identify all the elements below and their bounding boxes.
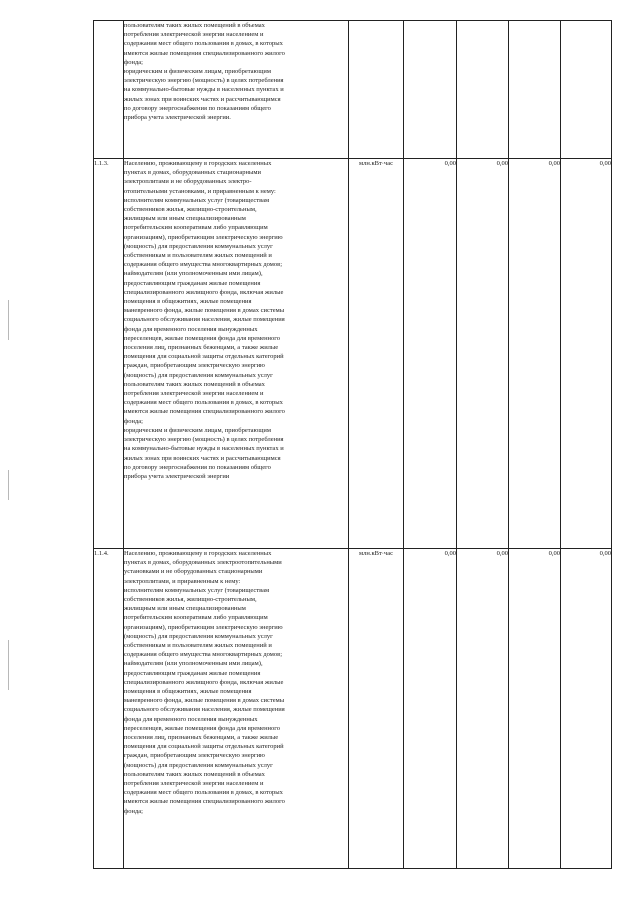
description-line: имеются жилые помещения специализированного жилого [124,798,285,806]
description-line: собственников жилья, жилищно-строительным, [124,206,257,214]
description-line: предоставляющим гражданам жилые помещения [124,669,261,677]
description-line: специализированного жилищного фонда, включая жилые [124,288,284,296]
scan-margin-mark [8,300,9,340]
description-line: помещения в общежитиях, жилые помещения [124,298,252,306]
row-description [124,549,349,869]
description-line: социального обслуживания населения, жилые помещения [124,316,285,324]
description-line: пунктах в домах, оборудованных стационарными [124,169,261,177]
description-line: прибора учета электрической энергии. [124,114,231,122]
description-line: социального обслуживания населения, жилые помещения [124,706,285,714]
scan-margin-mark [8,470,9,500]
description-line: пользователям таких жилых помещений в объемах [124,22,265,29]
description-line: предоставляющим гражданам жилые помещения [124,279,261,287]
description-line: юридическим и физическим лицам, приобретающим [124,426,271,434]
description-line: электрическую энергию (мощность) в целях потребления [124,77,284,85]
row-number: 1.1.3. [94,159,124,549]
description-line: содержания мест общего пользования в домах, в которых [124,399,283,407]
description-line: поселения лиц, признанных беженцами, а также жилые [124,344,279,352]
description-line: установками и не оборудованных стационарными [124,568,263,576]
row-unit: млн.кВт·час [349,549,404,869]
description-line: жилых зонах при воинских частях и рассчитывающимся [124,95,281,103]
row-value: 0,00 [561,549,612,869]
row-value [404,21,457,159]
row-value: 0,00 [561,159,612,549]
description-line: (мощность) для предоставления коммунальных услуг [124,761,273,769]
description-line: граждан, приобретающим электрическую энергию [124,362,265,370]
row-value [509,21,561,159]
description-line: собственникам и пользователям жилых помещений и [124,252,272,260]
row-value: 0,00 [457,159,509,549]
description-line: на коммунально-бытовые нужды в населенных пунктах и [124,445,284,453]
description-line: пользователям таких жилых помещений в объемах [124,770,265,778]
row-value: 0,00 [509,549,561,869]
description-line: собственникам и пользователям жилых помещений и [124,642,272,650]
description-line: по договору энергоснабжения по показаниям общего [124,463,271,471]
description-line: фонда для временного поселения вынужденных [124,325,258,333]
row-value [561,21,612,159]
description-line: юридическим и физическим лицам, приобретающим [124,68,271,76]
description-line: электроплитами, и приравненным к нему: [124,577,241,585]
row-unit: млн.кВт·час [349,159,404,549]
description-line: содержания общего имущества многоквартирных домов; [124,651,283,659]
description-line: собственников жилья, жилищно-строительным, [124,596,257,604]
description-line: организациям), приобретающим электрическую энергию [124,623,283,631]
description-line: переселенцев, жилые помещения фонда для временного [124,724,281,732]
description-line: (мощность) для предоставления коммунальных услуг [124,242,273,250]
description-line: по договору энергоснабжения по показаниям общего [124,104,271,112]
description-line: помещения для социальной защиты отдельных категорий [124,743,284,751]
description-line: электроплитами и не оборудованных электро- [124,178,252,186]
description-line: содержания мест общего пользования в домах, в которых [124,789,283,797]
table-row [94,21,612,159]
description-line: помещения для социальной защиты отдельных категорий [124,353,284,361]
description-line: организациям), приобретающим электрическую энергию [124,233,283,241]
description-line: поселения лиц, признанных беженцами, а также жилые [124,734,279,742]
description-line: потребительским кооперативам либо управляющим [124,614,268,622]
table-row [94,159,612,549]
description-line: отопительными установками, и приравненным к нему: [124,187,276,195]
description-line: имеются жилые помещения специализированного жилого [124,49,285,57]
row-value [457,21,509,159]
tariff-table-body [94,21,612,869]
table-row [94,549,612,869]
description-line: Населению, проживающему в городских населенных [124,550,272,557]
row-value: 0,00 [404,159,457,549]
row-value: 0,00 [457,549,509,869]
description-line: жилищным или иным специализированным [124,215,246,223]
description-line: потребления электрической энергии населением и [124,390,264,398]
description-line: прибора учета электрической энергии [124,472,230,480]
description-line: наймодателям (или уполномоченным ими лицам), [124,660,263,668]
description-line: фонда для временного поселения вынужденных [124,715,258,723]
row-value: 0,00 [404,549,457,869]
description-line: наймодателям (или уполномоченным ими лицам), [124,270,263,278]
row-unit [349,21,404,159]
description-line: (мощность) для предоставления коммунальных услуг [124,371,273,379]
description-line: фонда; [124,58,143,66]
description-line: содержания мест общего пользования в домах, в которых [124,40,283,48]
description-line: пунктах в домах, оборудованных электроотопительными [124,559,282,567]
description-line: Населению, проживающему в городских населенных [124,160,272,167]
description-line: жилищным или иным специализированным [124,605,246,613]
tariff-table [93,20,612,869]
description-line: фонда; [124,417,143,425]
description-line: потребления электрической энергии населением и [124,780,264,788]
description-line: маневренного фонда, жилые помещения в домах системы [124,697,285,705]
description-line: исполнителям коммунальных услуг (товариществам [124,586,270,594]
row-description [124,159,349,549]
description-line: на коммунально-бытовые нужды в населенных пунктах и [124,86,284,94]
row-description [124,21,349,159]
description-line: исполнителям коммунальных услуг (товариществам [124,196,270,204]
description-line: имеются жилые помещения специализированного жилого [124,408,285,416]
description-line: потребления электрической энергии населением и [124,31,264,39]
description-line: жилых зонах при воинских частях и рассчитывающимся [124,454,281,462]
description-line: электрическую энергию (мощность) в целях потребления [124,436,284,444]
row-value: 0,00 [509,159,561,549]
row-number [94,21,124,159]
row-number: 1.1.4. [94,549,124,869]
description-line: потребительским кооперативам либо управляющим [124,224,268,232]
scan-margin-mark [8,640,9,690]
description-line: (мощность) для предоставления коммунальных услуг [124,632,273,640]
description-line: содержания общего имущества многоквартирных домов; [124,261,283,269]
description-line: помещения в общежитиях, жилые помещения [124,688,252,696]
description-line: пользователям таких жилых помещений в объемах [124,380,265,388]
description-line: граждан, приобретающим электрическую энергию [124,752,265,760]
description-line: маневренного фонда, жилые помещения в домах системы [124,307,285,315]
description-line: специализированного жилищного фонда, включая жилые [124,678,284,686]
description-line: переселенцев, жилые помещения фонда для временного [124,334,281,342]
description-line: фонда; [124,807,143,815]
